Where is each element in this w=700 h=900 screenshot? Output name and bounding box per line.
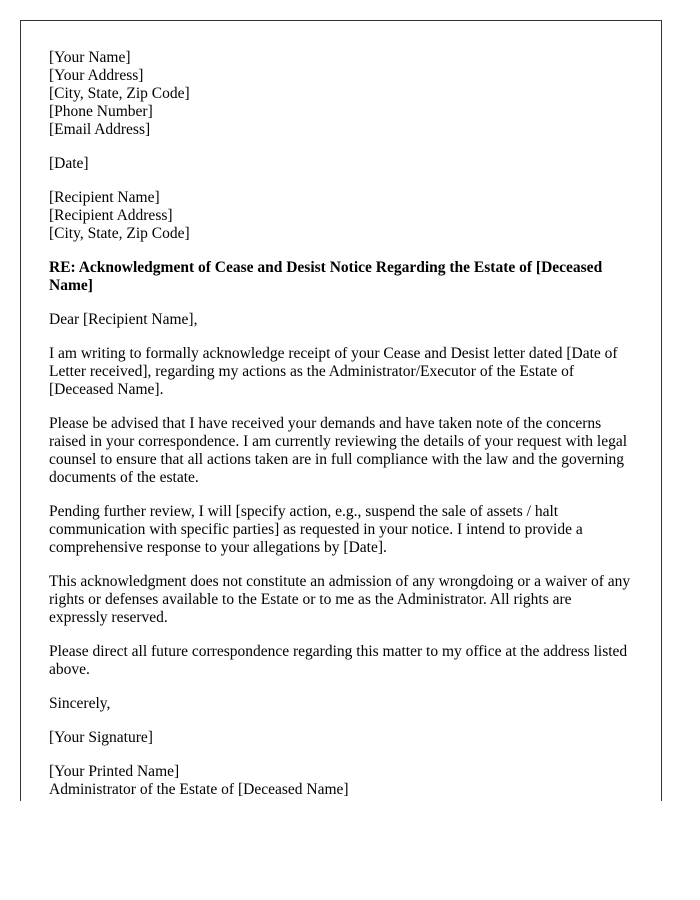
recipient-block [49, 189, 633, 243]
sender-address: [Your Address] [49, 67, 144, 84]
body-paragraph: Please direct all future correspondence regarding this matter to my office at the address listed above. [49, 643, 628, 678]
letter-page [20, 20, 662, 801]
recipient-name: [Recipient Name] [49, 189, 160, 206]
subject-line: RE: Acknowledgment of Cease and Desist Notice Regarding the Estate of [Deceased Name] [49, 259, 603, 294]
recipient-city: [City, State, Zip Code] [49, 225, 190, 242]
signature: [Your Signature] [49, 729, 153, 746]
salutation: Dear [Recipient Name], [49, 311, 198, 328]
sender-city: [City, State, Zip Code] [49, 85, 190, 102]
body-paragraph: This acknowledgment does not constitute an admission of any wrongdoing or a waiver of any rights or defenses available to the Estate or to me as the Administrator. All rights are expressly reserved. [49, 573, 631, 626]
body-paragraph: I am writing to formally acknowledge receipt of your Cease and Desist letter dated [Date of Letter received], regarding my actions as the Administrator/Executor of the Estate of [Deceased Name]. [49, 345, 618, 398]
sender-email: [Email Address] [49, 121, 151, 138]
sender-block [49, 49, 633, 139]
body-paragraph: Please be advised that I have received your demands and have taken note of the concerns raised in your correspondence. I am currently reviewing the details of your request with legal counsel to ensure that all actions taken are in full compliance with the law and the governing documents of the estate. [49, 415, 628, 486]
signature-block [49, 763, 633, 799]
signer-title: Administrator of the Estate of [Deceased Name] [49, 781, 349, 798]
sender-name: [Your Name] [49, 49, 131, 66]
recipient-address: [Recipient Address] [49, 207, 173, 224]
sender-phone: [Phone Number] [49, 103, 153, 120]
body-paragraph: Pending further review, I will [specify action, e.g., suspend the sale of assets / halt communication with specific parties] as requested in your notice. I intend to provide a comprehensive response to your allegations by [Date]. [49, 503, 583, 556]
letter-date: [Date] [49, 155, 89, 172]
printed-name: [Your Printed Name] [49, 763, 180, 780]
closing: Sincerely, [49, 695, 111, 712]
